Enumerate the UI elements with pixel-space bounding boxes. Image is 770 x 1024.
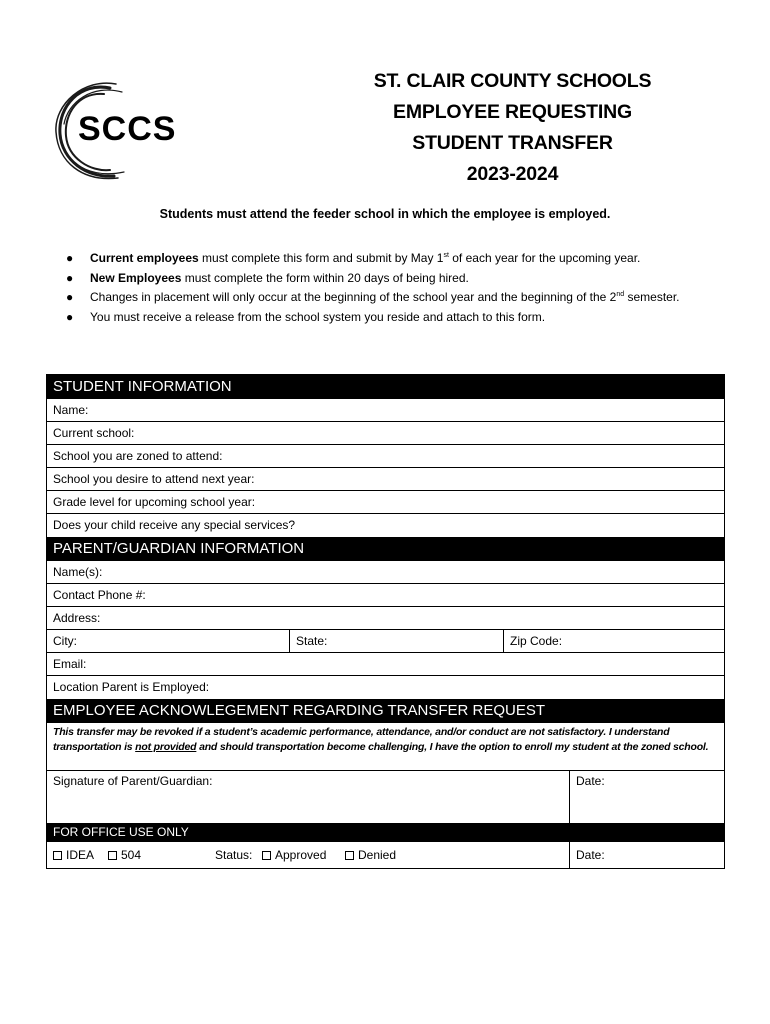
title-line-employee: EMPLOYEE REQUESTING (393, 101, 632, 123)
title-line-district: ST. CLAIR COUNTY SCHOOLS (373, 70, 652, 92)
office-use-row (47, 842, 724, 868)
state-field[interactable]: State: (290, 630, 504, 652)
zoned-school-field[interactable]: School you are zoned to attend: (47, 445, 724, 468)
office-use-heading: FOR OFFICE USE ONLY (47, 823, 724, 842)
student-name-field[interactable]: Name: (47, 399, 724, 422)
email-field[interactable]: Email: (47, 653, 724, 676)
special-services-field[interactable]: Does your child receive any special services? (53, 518, 296, 532)
superscript: st (443, 252, 449, 259)
instruction-text: must complete this form and submit by May 1 (198, 251, 444, 265)
logo-text: SCCS (78, 110, 177, 148)
ack-section-heading: EMPLOYEE ACKNOWLEGEMENT REGARDING TRANSFER REQUEST (47, 699, 724, 723)
instruction-text: semester. (624, 290, 680, 304)
signature-date-field[interactable]: Date: (576, 774, 605, 788)
instruction-item (66, 269, 746, 289)
idea-label: IDEA (66, 848, 95, 862)
ack-statement (47, 723, 724, 771)
parent-names-field[interactable]: Name(s): (47, 561, 724, 584)
grade-level-field[interactable]: Grade level for upcoming school year: (47, 491, 724, 514)
instruction-text: You must receive a release from the school system you reside and attach to this form. (90, 309, 546, 324)
approved-checkbox[interactable] (262, 851, 271, 860)
feeder-notice: Students must attend the feeder school in which the employee is employed. (159, 207, 611, 221)
parent-section-heading: PARENT/GUARDIAN INFORMATION (47, 537, 724, 561)
zip-code-field[interactable]: Zip Code: (510, 634, 563, 648)
ack-underlined-text: not provided (135, 741, 197, 753)
signature-row (47, 771, 724, 823)
approved-option[interactable] (262, 842, 326, 868)
parent-signature-field[interactable]: Signature of Parent/Guardian: (47, 771, 570, 823)
transfer-form (46, 374, 725, 869)
instruction-text: Changes in placement will only occur at the beginning of the school year and the beginning of the 2 (90, 290, 617, 304)
instruction-text: must complete the form within 20 days of being hired. (181, 270, 469, 285)
bold-text: Current employees (90, 251, 199, 265)
approved-label: Approved (275, 848, 327, 862)
parent-employed-field[interactable]: Location Parent is Employed: (53, 680, 210, 694)
superscript: nd (616, 291, 625, 298)
address-field[interactable]: Address: (47, 607, 724, 630)
instruction-item (66, 288, 746, 308)
status-label: Status: (215, 848, 253, 862)
bold-text: New Employees (90, 270, 182, 285)
city-state-zip-row (47, 630, 724, 653)
office-date-field[interactable]: Date: (576, 848, 605, 862)
contact-phone-field[interactable]: Contact Phone #: (47, 584, 724, 607)
bullet-icon: ● (66, 290, 74, 304)
denied-option[interactable] (345, 842, 396, 868)
bullet-icon: ● (66, 309, 74, 324)
instructions-list (66, 249, 746, 327)
sccs-logo-graphic (52, 78, 202, 182)
office-options (47, 842, 570, 868)
504-checkbox[interactable] (108, 851, 117, 860)
document-title (340, 66, 685, 190)
ack-text-part: and should transportation become challenging, I have the option to enroll my student at the zoned school. (196, 741, 709, 753)
instruction-item (66, 308, 746, 328)
504-option[interactable] (108, 842, 141, 868)
instruction-item (66, 249, 746, 269)
title-line-transfer: STUDENT TRANSFER (412, 132, 613, 154)
denied-label: Denied (358, 848, 397, 862)
city-field[interactable]: City: (47, 630, 290, 652)
current-school-field[interactable]: Current school: (47, 422, 724, 445)
ack-text-part: This transfer may be revoked if a student’s academic performance, attendance, and/or conduct are not satisfactory. I understand transportation is (53, 726, 670, 753)
bullet-icon: ● (66, 251, 74, 265)
idea-checkbox[interactable] (53, 851, 62, 860)
sccs-logo (52, 78, 202, 182)
idea-option[interactable] (53, 842, 94, 868)
bullet-icon: ● (66, 270, 74, 285)
student-section-heading: STUDENT INFORMATION (47, 375, 724, 399)
title-line-year: 2023-2024 (466, 163, 559, 185)
instruction-text: of each year for the upcoming year. (448, 251, 641, 265)
desired-school-field[interactable]: School you desire to attend next year: (47, 468, 724, 491)
504-label: 504 (121, 848, 142, 862)
denied-checkbox[interactable] (345, 851, 354, 860)
